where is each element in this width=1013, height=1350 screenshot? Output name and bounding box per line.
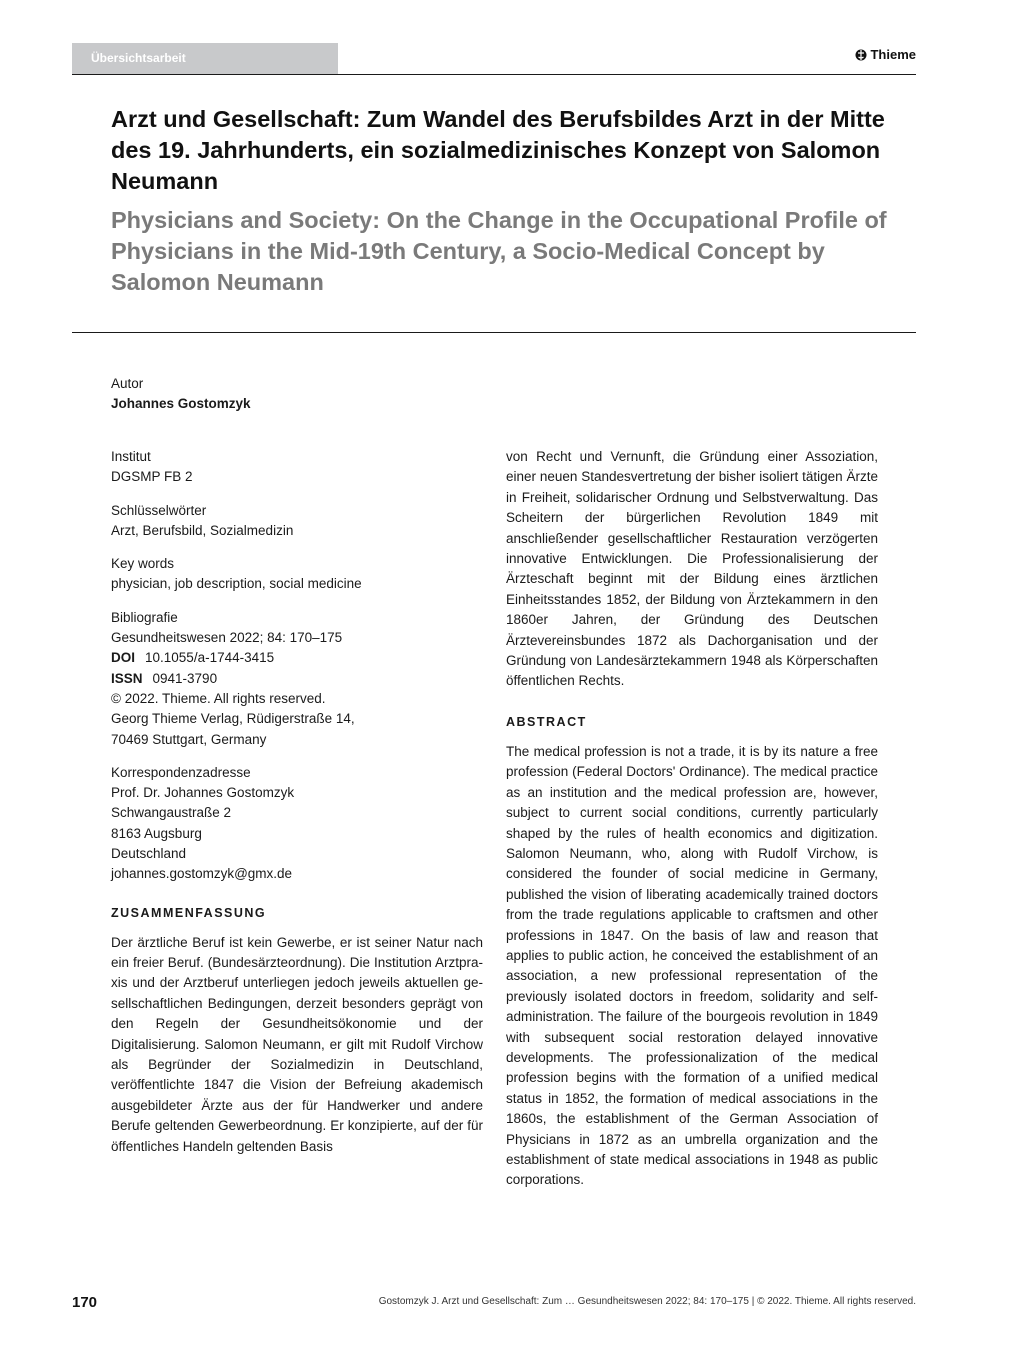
title-german: Arzt und Gesellschaft: Zum Wandel des Berufsbildes Arzt in der Mitte des 19. Jahrhunderts, ein sozialmedizinisches Konzept von Salomon Neumann	[111, 106, 885, 194]
keywords-en-value: physician, job description, social medicine	[111, 576, 362, 592]
publisher-brand	[855, 47, 916, 62]
zusammenfassung-heading: ZUSAMMENFASSUNG	[111, 905, 267, 920]
publisher-name: Thieme	[870, 47, 916, 62]
header-divider	[72, 74, 916, 75]
doi-line	[111, 648, 483, 668]
correspondence-country: Deutschland	[111, 846, 187, 862]
correspondence-email[interactable]: johannes.gostomzyk@gmx.de	[111, 866, 293, 882]
author-name: Johannes Gostomzyk	[111, 396, 251, 412]
title-english: Physicians and Society: On the Change in the Occupational Profile of Physicians in the Mid-19th Century, a Socio-Medical Concept by Salomon Neumann	[111, 207, 887, 295]
abstract-heading: ABSTRACT	[506, 714, 587, 729]
institute-block	[111, 447, 483, 488]
keywords-de-label: Schlüsselwörter	[111, 502, 207, 518]
zusammenfassung-text-part2: von Recht und Vernunft, die Gründung einer Assoziation, einer neuen Standesvertretung der bisher isoliert tätigen Ärzte in Freiheit, solidarischer Ordnung und Selbstverwaltung. Das Scheitern der bürgerlichen Revolution 1849 mit anschließender gesellschaftlicher Restauration verzögerten innovative Entwicklungen. Die Professionalisierung der Ärzteschaft beginnt mit der Bildung eines ärztlichen Einheitsstandes 1852, der Bildung von Ärztekammern in den 1860er Jahren, der Gründung des Deutschen Ärztevereinsbundes 1872 als Dachorganisation und der Gründung von Landesärztekammern 1948 als Körperschaften öffentlichen Rechts.	[506, 449, 878, 689]
keywords-en-label: Key words	[111, 556, 175, 572]
page-number: 170	[72, 1294, 98, 1311]
title-divider	[72, 332, 916, 333]
correspondence-street: Schwangaustraße 2	[111, 805, 232, 821]
institute-label: Institut	[111, 449, 151, 464]
keywords-de-block	[111, 501, 483, 542]
correspondence-block	[111, 763, 483, 885]
right-column	[506, 447, 878, 1191]
bibliography-block	[111, 608, 483, 750]
keywords-de-value: Arzt, Berufsbild, Sozialmedizin	[111, 522, 294, 538]
zusammenfassung-text-part1: Der ärztliche Beruf ist kein Gewerbe, er ist seiner Natur nach ein freier Beruf. (Bundesärzteordnung). Die Institution Arztpraxis und der Arztberuf unterliegen jedoch jeweils aktuellen gesellschaftlichen Bedingungen, derzeit besonders geprägt von den Regeln der Gesundheitsökonomie und der Digitalisierung. Salomon Neumann, er gilt mit Rudolf Virchow als Begründer der Sozialmedizin in Deutschland, veröffentlichte 1847 die Vision der Befreiung akademisch ausgebildeter Ärzte aus der für Handwerker und andere Berufe geltenden Gewerbeordnung. Er konzipierte, auf der für öffentliches Handeln geltenden Basis	[111, 934, 483, 1154]
abstract-text: The medical profession is not a trade, it is by its nature a free profession (Federal Doctors' Ordinance). The medical practice as an institution and the medical profession are, however, subject to current social conditions, currently particularly shaped by the rules of health economics and digitization. Salomon Neumann, who, along with Rudolf Virchow, is considered the founder of social medicine in Germany, published the vision of liberating academically trained doctors from the trade regulations applicable to craftsmen and other professions in 1847. On the basis of law and reason that applies to public action, he conceived the establishment of an association, a new professional representation of the previously isolated doctors in freedom, solidarity and self-administration. The failure of the bourgeois revolution in 1849 with subsequent social restoration delayed innovative developments. The professionalization of the medical profession begins with the formation of a unified medical status in 1852, the formation of medical associations in the 1860s, the establishment of the German Association of Physicians in 1872 as an umbrella organization and the establishment of state medical associations in 1948 as public corporations.	[506, 743, 878, 1188]
footer-citation: Gostomzyk J. Arzt und Gesellschaft: Zum … Gesundheitswesen 2022; 84: 170–175 | © 2022. Thieme. All rights reserved.	[378, 1296, 916, 1307]
institute-value: DGSMP FB 2	[111, 469, 193, 485]
doi-label: DOI	[111, 650, 136, 666]
copyright: © 2022. Thieme. All rights reserved.	[111, 690, 326, 706]
issn-value: 0941-3790	[152, 670, 218, 686]
author-block	[111, 374, 251, 415]
left-column	[111, 447, 483, 1157]
bibliography-journal: Gesundheitswesen 2022; 84: 170–175	[111, 630, 343, 646]
thieme-logo-icon	[855, 48, 867, 62]
correspondence-city: 8163 Augsburg	[111, 825, 202, 841]
publisher-address-line1: Georg Thieme Verlag, Rüdigerstraße 14,	[111, 711, 355, 727]
issn-label: ISSN	[111, 670, 143, 686]
publisher-address-line2: 70469 Stuttgart, Germany	[111, 731, 267, 747]
correspondence-label: Korrespondenzadresse	[111, 764, 251, 780]
author-label: Autor	[111, 376, 144, 391]
bibliography-label: Bibliografie	[111, 609, 178, 625]
section-label: Übersichtsarbeit	[72, 43, 338, 74]
correspondence-name: Prof. Dr. Johannes Gostomzyk	[111, 785, 295, 801]
doi-value[interactable]: 10.1055/a-1744-3415	[145, 650, 275, 666]
issn-line	[111, 669, 483, 689]
keywords-en-block	[111, 554, 483, 595]
